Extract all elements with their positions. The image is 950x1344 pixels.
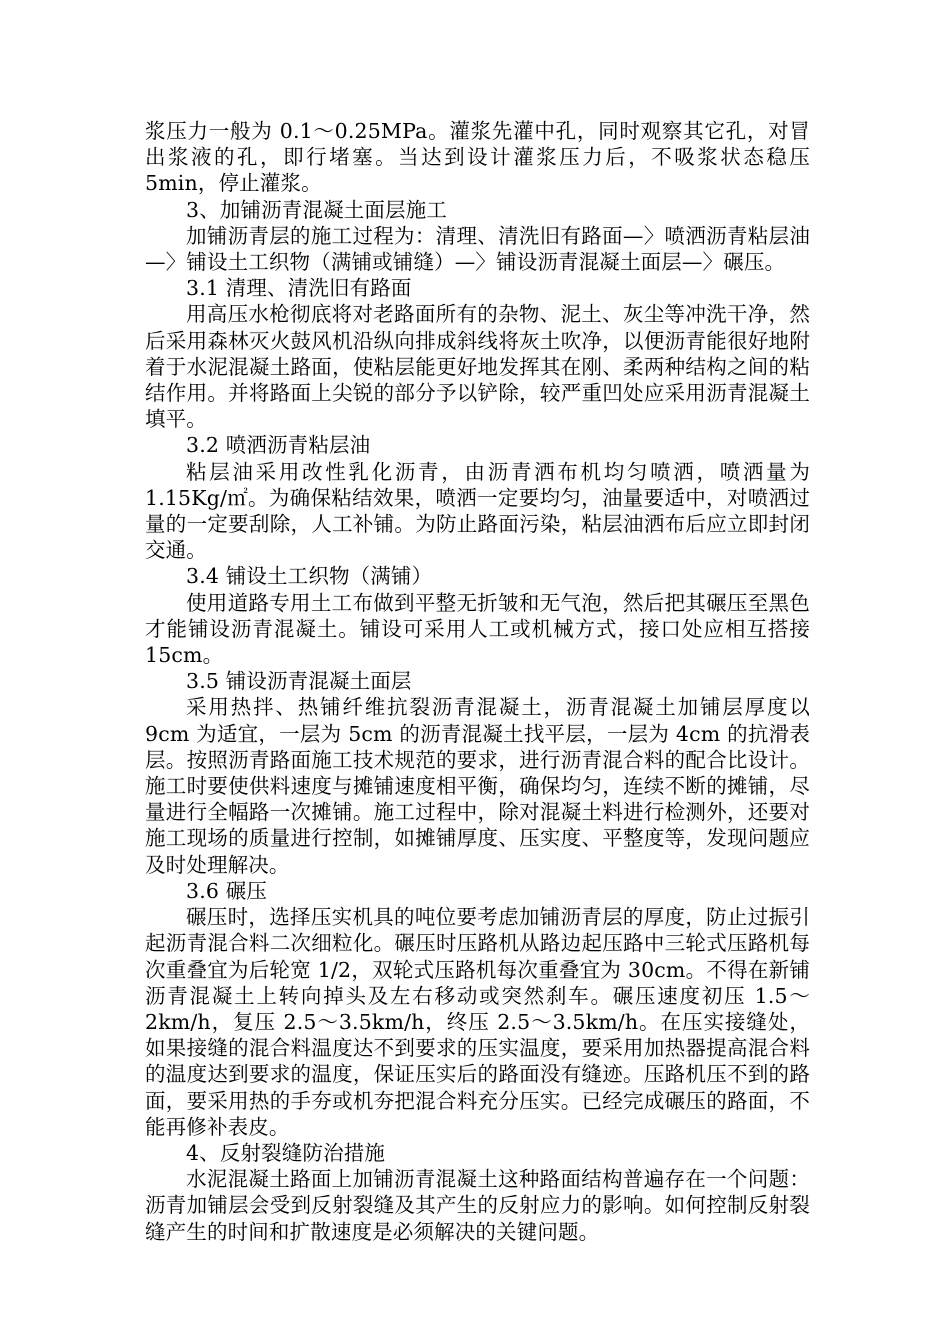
heading-3-2: 3.2 喷洒沥青粘层油 <box>186 433 371 458</box>
paragraph-grouting-end: 浆压力一般为 0.1～0.25MPa。灌浆先灌中孔，同时观察其它孔，对冒出浆液的孔，即行堵塞。当达到设计灌浆压力后，不吸浆状态稳压 5min，停止灌浆。 <box>145 119 810 196</box>
paragraph-tack-coat: 粘层油采用改性乳化沥青，由沥青洒布机均匀喷洒，喷洒量为 1.15Kg/㎡。为确保粘结效果，喷洒一定要均匀，油量要适中，对喷洒过量的一定要刮除，人工补铺。为防止路面污染，粘层油洒布后应立即封闭交通。 <box>145 459 810 563</box>
paragraph-geotextile: 使用道路专用土工布做到平整无折皱和无气泡，然后把其碾压至黑色才能铺设沥青混凝土。铺设可采用人工或机械方式，接口处应相互搭接 15cm。 <box>145 590 810 668</box>
paragraph-reflective-cracks: 水泥混凝土路面上加铺沥青混凝土这种路面结构普遍存在一个问题：沥青加铺层会受到反射裂缝及其产生的反射应力的影响。如何控制反射裂缝产生的时间和扩散速度是必须解决的关键问题。 <box>145 1167 810 1244</box>
document-page <box>145 118 810 1245</box>
paragraph-process: 加铺沥青层的施工过程为：清理、清洗旧有路面—〉喷洒沥青粘层油—〉铺设土工织物（满铺或铺缝）—〉铺设沥青混凝土面层—〉碾压。 <box>145 223 810 275</box>
paragraph-rolling: 碾压时，选择压实机具的吨位要考虑加铺沥青层的厚度，防止过振引起沥青混合料二次细粒化。碾压时压路机从路边起压路中三轮式压路机每次重叠宜为后轮宽 1/2，双轮式压路机每次重叠宜为 30cm。不得在新铺沥青混凝土上转向掉头及左右移动或突然刹车。碾压速度初压 1.5～2km/h，复压 2.5～3.5km/h，终压 2.5～3.5km/h。在压实接缝处，如果接缝的混合料温度达不到要求的压实温度，要采用加热器提高混合料的温度达到要求的温度，保证压实后的路面没有缝迹。压路机压不到的路面，要采用热的手夯或机夯把混合料充分压实。已经完成碾压的路面，不能再修补表皮。 <box>145 905 810 1139</box>
paragraph-cleaning: 用高压水枪彻底将对老路面所有的杂物、泥土、灰尘等冲洗干净，然后采用森林灭火鼓风机沿纵向排成斜线将灰土吹净，以便沥青能很好地附着于水泥混凝土路面，使粘层能更好地发挥其在刚、柔两种结构之间的粘结作用。并将路面上尖锐的部分予以铲除，较严重凹处应采用沥青混凝土填平。 <box>145 302 810 432</box>
heading-asphalt-overlay: 3、加铺沥青混凝土面层施工 <box>186 197 447 222</box>
heading-3-6: 3.6 碾压 <box>186 878 268 903</box>
paragraph-surface-layer: 采用热拌、热铺纤维抗裂沥青混凝土，沥青混凝土加铺层厚度以 9cm 为适宜，一层为 5cm 的沥青混凝土找平层，一层为 4cm 的抗滑表层。按照沥青路面施工技术规范的要求，进行沥青混合料的配合比设计。施工时要使供料速度与摊铺速度相平衡，确保均匀，连续不断的摊铺，尽量进行全幅路一次摊铺。施工过程中，除对混凝土料进行检测外，还要对施工现场的质量进行控制，如摊铺厚度、压实度、平整度等，发现问题应及时处理解决。 <box>145 695 810 877</box>
heading-3-5: 3.5 铺设沥青混凝土面层 <box>186 669 412 694</box>
heading-4: 4、反射裂缝防治措施 <box>186 1140 386 1165</box>
heading-3-1: 3.1 清理、清洗旧有路面 <box>186 276 412 301</box>
heading-3-4: 3.4 铺设土工织物（满铺） <box>186 564 433 589</box>
